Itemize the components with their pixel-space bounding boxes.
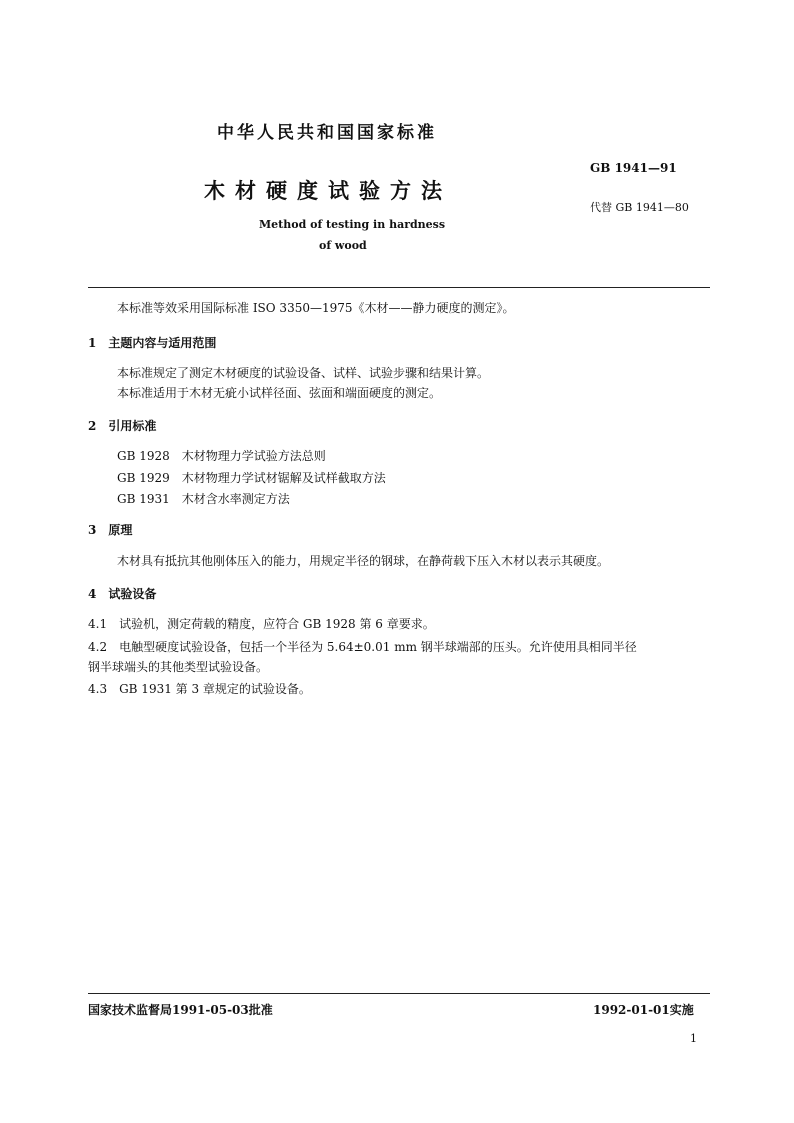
intro-paragraph: 本标准等效采用国际标准 ISO 3350—1975《木材——静力硬度的测定》。: [117, 301, 515, 315]
reference-standard-1: GB 1928 木材物理力学试验方法总则: [117, 449, 326, 463]
english-title-line2: of wood: [319, 239, 367, 252]
replaces-standard: 代替 GB 1941—80: [590, 201, 689, 214]
section-3-heading: 3 原理: [88, 523, 133, 537]
standard-code: GB 1941—91: [590, 161, 677, 175]
section-2-heading: 2 引用标准: [88, 419, 157, 433]
english-title-line1: Method of testing in hardness: [259, 218, 446, 231]
clause-4-2-line1: 4.2 电触型硬度试验设备，包括一个半径为 5.64±0.01 mm 钢半球端部的压头。允许使用具相同半径: [88, 640, 637, 654]
issuing-authority: 中华人民共和国国家标准: [217, 123, 437, 143]
header-divider: [88, 287, 710, 288]
reference-standard-2: GB 1929 木材物理力学试材锯解及试样截取方法: [117, 471, 386, 485]
footer-divider: [88, 993, 710, 994]
approval-date: 国家技术监督局1991-05-03批准: [88, 1003, 273, 1017]
effective-date: 1992-01-01实施: [593, 1003, 694, 1017]
section-1-paragraph-1: 本标准规定了测定木材硬度的试验设备、试样、试验步骤和结果计算。: [117, 366, 490, 380]
reference-standard-3: GB 1931 木材含水率测定方法: [117, 492, 290, 506]
document-title: 木材硬度试验方法: [204, 178, 452, 203]
section-1-heading: 1 主题内容与适用范围: [88, 336, 217, 350]
page-number: 1: [690, 1032, 697, 1045]
clause-4-1: 4.1 试验机，测定荷载的精度，应符合 GB 1928 第 6 章要求。: [88, 617, 435, 631]
section-3-paragraph: 木材具有抵抗其他刚体压入的能力，用规定半径的钢球，在静荷载下压入木材以表示其硬度。: [117, 554, 610, 568]
section-4-heading: 4 试验设备: [88, 587, 157, 601]
clause-4-2-line2: 钢半球端头的其他类型试验设备。: [88, 660, 269, 674]
clause-4-3: 4.3 GB 1931 第 3 章规定的试验设备。: [88, 682, 311, 696]
section-1-paragraph-2: 本标准适用于木材无疵小试样径面、弦面和端面硬度的测定。: [117, 386, 442, 400]
